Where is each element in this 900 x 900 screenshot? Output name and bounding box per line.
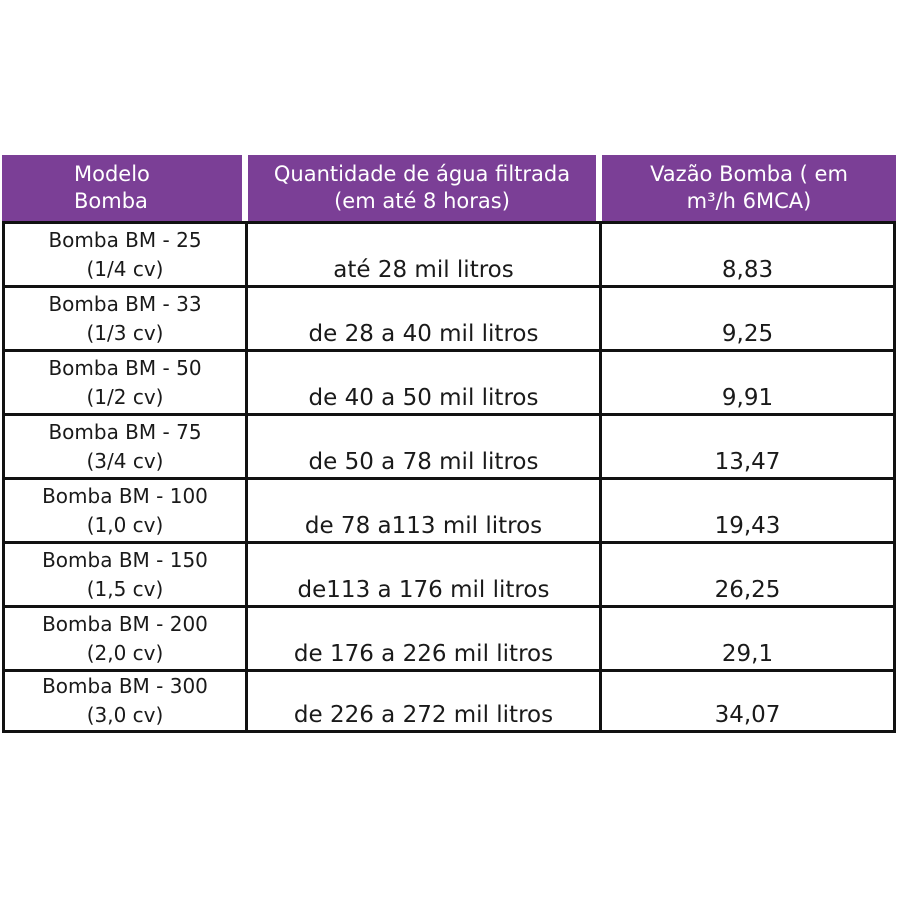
header-model-line1: Modelo <box>74 162 150 186</box>
model-power: (1,5 cv) <box>86 576 164 601</box>
table-row <box>2 672 896 733</box>
flow-cell: 9,25 <box>602 288 896 349</box>
table-row <box>2 416 896 480</box>
pump-table <box>2 155 896 733</box>
model-cell <box>2 416 248 477</box>
flow-cell: 29,1 <box>602 608 896 669</box>
model-name: Bomba BM - 200 <box>42 611 208 636</box>
table-row <box>2 224 896 288</box>
header-flow <box>602 155 896 221</box>
flow-cell: 19,43 <box>602 480 896 541</box>
model-cell <box>2 672 248 730</box>
model-cell <box>2 608 248 669</box>
table-row <box>2 352 896 416</box>
model-cell <box>2 224 248 285</box>
model-cell <box>2 544 248 605</box>
quantity-cell: de 226 a 272 mil litros <box>248 672 602 730</box>
quantity-cell: de113 a 176 mil litros <box>248 544 602 605</box>
quantity-cell: de 78 a113 mil litros <box>248 480 602 541</box>
flow-cell: 34,07 <box>602 672 896 730</box>
header-flow-line1: Vazão Bomba ( em <box>650 162 848 186</box>
model-cell <box>2 352 248 413</box>
flow-cell: 9,91 <box>602 352 896 413</box>
header-quantity-line2: (em até 8 horas) <box>334 189 510 213</box>
model-name: Bomba BM - 50 <box>48 355 202 380</box>
table-row <box>2 480 896 544</box>
header-quantity-line1: Quantidade de água filtrada <box>273 162 571 186</box>
flow-cell: 13,47 <box>602 416 896 477</box>
model-power: (1/2 cv) <box>86 384 164 409</box>
quantity-cell: de 40 a 50 mil litros <box>248 352 602 413</box>
model-name: Bomba BM - 25 <box>48 227 202 252</box>
quantity-cell: de 176 a 226 mil litros <box>248 608 602 669</box>
model-name: Bomba BM - 150 <box>42 547 208 572</box>
table-row <box>2 288 896 352</box>
model-power: (1/4 cv) <box>86 256 164 281</box>
header-model-line2: Bomba <box>74 189 148 213</box>
model-name: Bomba BM - 300 <box>42 674 208 698</box>
model-power: (1/3 cv) <box>86 320 164 345</box>
model-power: (1,0 cv) <box>86 512 164 537</box>
model-name: Bomba BM - 100 <box>42 483 208 508</box>
flow-cell: 8,83 <box>602 224 896 285</box>
table-body <box>2 221 896 733</box>
table-row <box>2 544 896 608</box>
quantity-cell: até 28 mil litros <box>248 224 602 285</box>
flow-cell: 26,25 <box>602 544 896 605</box>
model-power: (3,0 cv) <box>86 703 164 727</box>
model-cell <box>2 288 248 349</box>
model-power: (3/4 cv) <box>86 448 164 473</box>
header-model <box>2 155 242 221</box>
header-quantity <box>248 155 596 221</box>
quantity-cell: de 28 a 40 mil litros <box>248 288 602 349</box>
table-row <box>2 608 896 672</box>
model-power: (2,0 cv) <box>86 640 164 665</box>
model-name: Bomba BM - 75 <box>48 419 202 444</box>
table-header <box>2 155 896 221</box>
model-name: Bomba BM - 33 <box>48 291 202 316</box>
header-flow-line2: m³/h 6MCA) <box>686 189 812 213</box>
model-cell <box>2 480 248 541</box>
quantity-cell: de 50 a 78 mil litros <box>248 416 602 477</box>
